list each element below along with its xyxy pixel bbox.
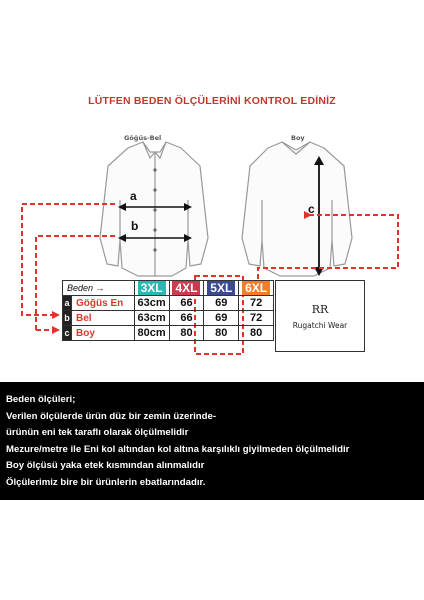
note-line: Mezure/metre ile Eni kol altından kol altına karşılıklı giyilmeden ölçülmelidir [6,443,350,455]
size-header-3xl: 3XL [134,281,169,296]
brand-box [275,280,365,352]
row-letter: a [63,296,72,311]
brand-name: Rugatchi Wear [292,321,348,330]
size-header-5xl: 5XL [204,281,239,296]
size-table [62,280,274,341]
cell-value: 66 [169,296,204,311]
row-letter: b [63,311,72,326]
row-name: Göğüs En [72,296,135,311]
size-header-4xl: 4XL [169,281,204,296]
cell-value: 80 [239,326,274,341]
page-title: LÜTFEN BEDEN ÖLÇÜLERİNİ KONTROL EDİNİZ [88,95,336,107]
brand-logo-icon [276,281,364,321]
cell-value: 63cm [134,311,169,326]
cell-value: 80 [169,326,204,341]
cell-value: 63cm [134,296,169,311]
row-name: Bel [72,311,135,326]
cell-value: 72 [239,311,274,326]
marker-a: a [130,189,137,203]
note-line: Ölçülerimiz bire bir ürünlerin ebatlarındadır. [6,476,206,488]
note-line: ürünün eni tek taraflı olarak ölçülmelidir [6,427,189,438]
cell-value: 66 [169,311,204,326]
table-row [63,296,274,311]
size-header-6xl: 6XL [239,281,274,296]
note-line: Verilen ölçülerde ürün düz bir zemin üzerinde- [6,410,217,422]
marker-b: b [131,219,139,233]
marker-c: c [308,202,315,216]
note-line: Beden ölçüleri; [6,394,76,405]
table-row [63,311,274,326]
cell-value: 80 [204,326,239,341]
row-letter: c [63,326,72,341]
row-name: Boy [72,326,135,341]
cell-value: 69 [204,296,239,311]
note-line: Boy ölçüsü yaka etek kısmından alınmalıdır [6,460,205,471]
back-label: Boy [291,134,305,142]
notes-panel [0,382,424,500]
size-header-row [63,281,274,296]
front-label: Göğüs-Bel [124,134,162,142]
cell-value: 72 [239,296,274,311]
cell-value: 80cm [134,326,169,341]
table-row [63,326,274,341]
back-shirt-illustration [242,142,352,276]
brand-logo-text: RR [311,303,329,316]
beden-label-cell: Beden → [63,281,135,296]
cell-value: 69 [204,311,239,326]
